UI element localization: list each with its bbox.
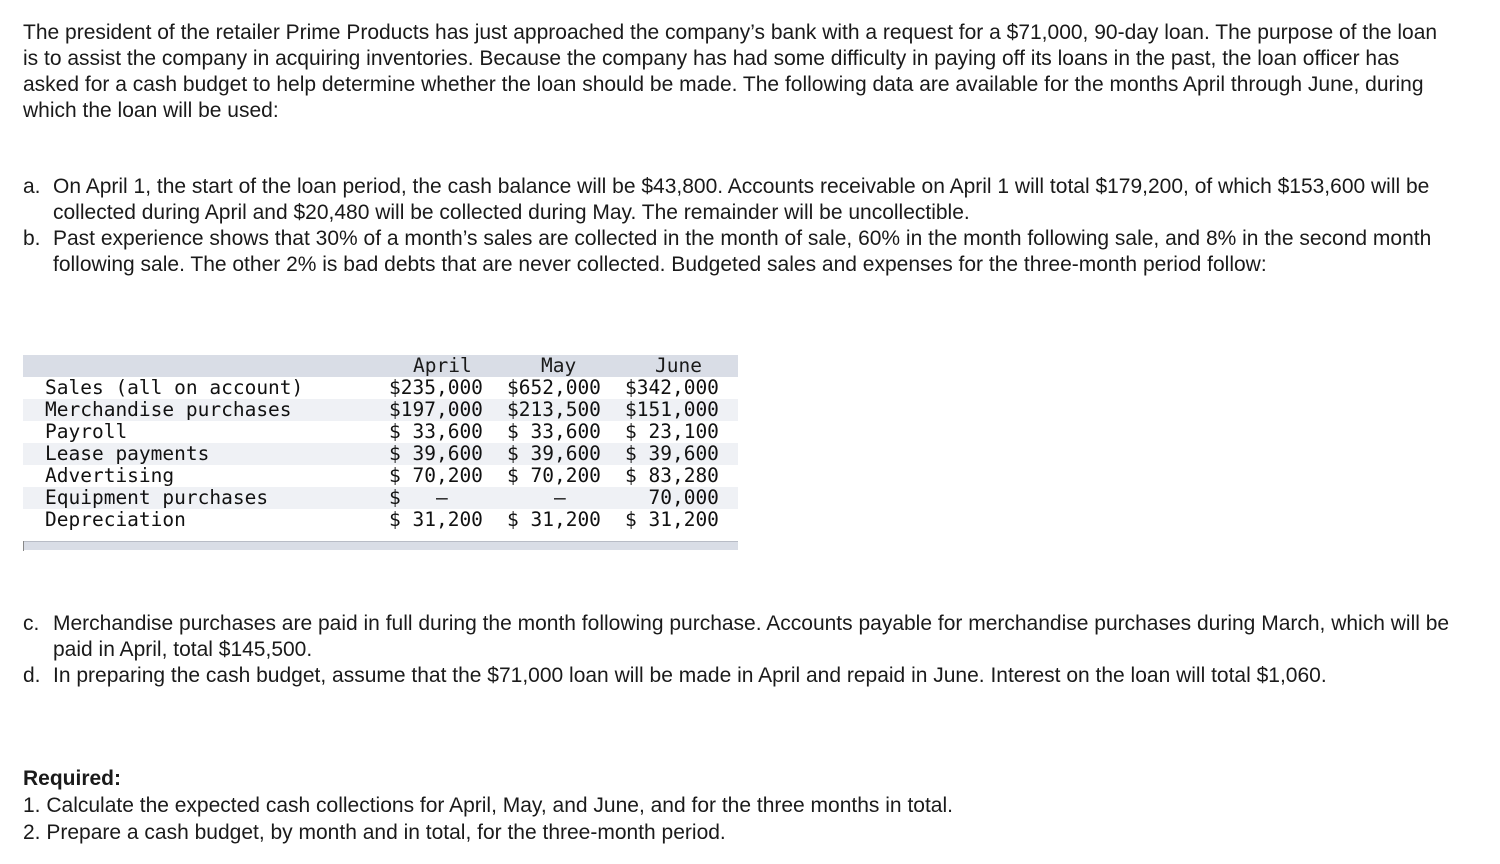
list-item-text: Past experience shows that 30% of a month’s sales are collected in the month of sale, 60% in the month following sale, and 8% in the second month following sale. The other 2% is bad debts that are never collected. Budgeted sales and expenses for the three-month period follow: [53,227,1432,276]
list-item-text: Merchandise purchases are paid in full during the month following purchase. Accounts payable for merchandise purchases during March, which will be paid in April, total $145,500. [53,612,1450,661]
cell-may: $ 39,600 [507,442,601,465]
cell-june: $ 83,280 [625,464,719,487]
cell-may: – [507,486,566,509]
list-item-b [23,226,1463,278]
cell-april: $ – [389,486,448,509]
list-item-d [23,663,1463,689]
required-heading: Required: [23,767,122,790]
data-list-ab [23,174,1463,278]
row-label: Sales (all on account) [45,376,304,399]
cell-april: $235,000 [389,376,483,399]
cell-june: $342,000 [625,376,719,399]
cell-april: $ 33,600 [389,420,483,443]
cell-june: $151,000 [625,398,719,421]
data-list-cd [23,611,1463,689]
row-label: Equipment purchases [45,486,269,509]
row-label: Depreciation [45,508,186,531]
row-label: Merchandise purchases [45,398,292,421]
column-header-april: April [413,354,472,377]
cell-april: $197,000 [389,398,483,421]
list-item-letter: a. [23,175,41,198]
row-label: Lease payments [45,442,210,465]
list-item-text: On April 1, the start of the loan period, the cash balance will be $43,800. Accounts receivable on April 1 will total $179,200, of which $153,600 will be collected during April and $20,480 will be collected during May. The remainder will be uncollectible. [53,175,1430,224]
cell-may: $652,000 [507,376,601,399]
table-header-row [23,355,738,377]
cell-may: $ 33,600 [507,420,601,443]
table-footer-bar [23,541,738,550]
row-label: Payroll [45,420,128,443]
required-item-2: 2. Prepare a cash budget, by month and in total, for the three-month period. [23,821,726,844]
row-label: Advertising [45,464,175,487]
list-item-text: In preparing the cash budget, assume that the $71,000 loan will be made in April and repaid in June. Interest on the loan will total $1,060. [53,664,1327,687]
cell-may: $213,500 [507,398,601,421]
cell-april: $ 31,200 [389,508,483,531]
list-item-c [23,611,1463,663]
cell-april: $ 39,600 [389,442,483,465]
table-row [23,421,738,443]
list-item-a [23,174,1463,226]
column-header-june: June [655,354,702,377]
table-row [23,399,738,421]
cell-june: 70,000 [625,486,719,509]
cell-april: $ 70,200 [389,464,483,487]
table-row [23,509,738,531]
list-item-letter: c. [23,612,40,635]
cell-may: $ 70,200 [507,464,601,487]
cell-june: $ 23,100 [625,420,719,443]
table-row [23,377,738,399]
table-footer-divider [23,541,24,551]
cell-june: $ 39,600 [625,442,719,465]
list-item-letter: d. [23,664,41,687]
intro-paragraph: The president of the retailer Prime Products has just approached the company’s bank with a request for a $71,000, 90-day loan. The purpose of the loan is to assist the company in acquiring inventories. Because the company has had some difficulty in paying off its loans in the past, the loan officer has asked for a cash budget to help determine whether the loan should be made. The following data are available for the months April through June, during which the loan will be used: [23,21,1438,122]
table-row [23,465,738,487]
budget-table [23,355,738,551]
list-item-letter: b. [23,227,41,250]
required-item-1: 1. Calculate the expected cash collections for April, May, and June, and for the three months in total. [23,794,953,817]
cell-may: $ 31,200 [507,508,601,531]
cell-june: $ 31,200 [625,508,719,531]
required-section [23,765,1443,846]
column-header-may: May [541,354,577,377]
table-row [23,443,738,465]
table-row [23,487,738,509]
